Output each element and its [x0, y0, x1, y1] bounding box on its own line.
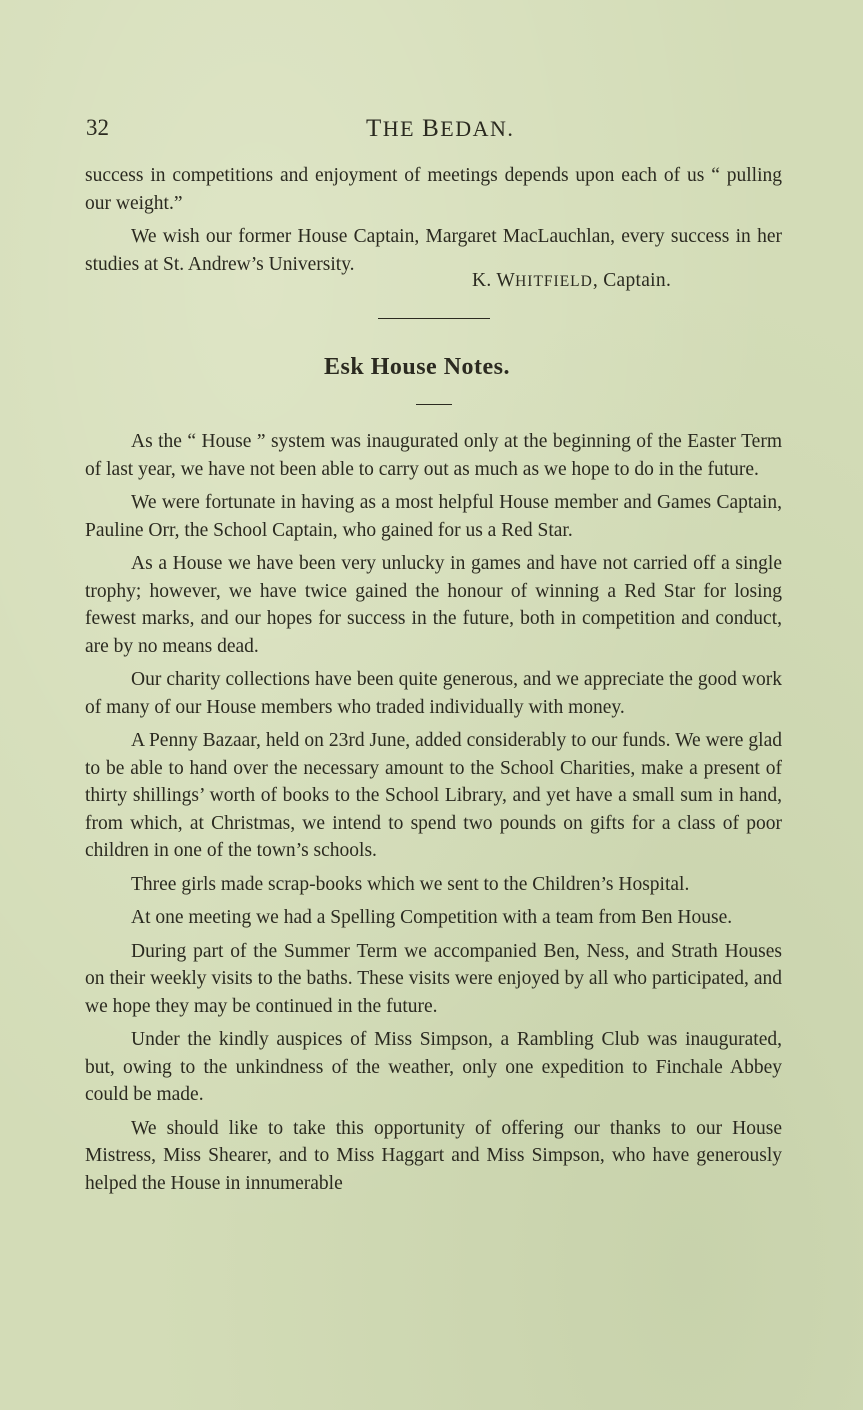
body-paragraph: Under the kindly auspices of Miss Simpson, a Rambling Club was inaugurated, but, owing to the unkindness of the weather, only one expedition to Finchale Abbey could be made.: [85, 1029, 782, 1105]
section-body: [85, 428, 782, 1197]
previous-paragraph: We wish our former House Captain, Margaret MacLauchlan, every success in her studies at St. Andrew’s University.: [85, 226, 782, 275]
signature-initial: K. W: [472, 270, 516, 291]
previous-paragraph: success in competitions and enjoyment of meetings depends upon each of us “ pulling our weight.”: [85, 165, 782, 214]
body-paragraph: During part of the Summer Term we accompanied Ben, Ness, and Strath Houses on their weekly visits to the baths. These visits were enjoyed by all who participated, and we hope they may be continued in the future.: [85, 940, 782, 1017]
title-underline-rule: [416, 404, 452, 405]
body-paragraph: We were fortunate in having as a most helpful House member and Games Captain, Pauline Orr, the School Captain, who gained for us a Red Star.: [85, 492, 782, 541]
signature-name: HITFIELD: [515, 273, 593, 290]
running-title-initial-b: B: [422, 115, 441, 142]
section-title: Esk House Notes.: [324, 354, 511, 380]
running-title-part-2: EDAN.: [440, 116, 515, 141]
body-paragraph: As a House we have been very unlucky in games and have not carried off a single trophy; however, we have twice gained the honour of winning a Red Star for losing fewest marks, and our hopes for success in the future, both in competition and conduct, are by no means dead.: [85, 553, 782, 657]
running-title-part-1: HE: [382, 116, 423, 141]
signature: [472, 270, 671, 292]
running-title-initial-t: T: [366, 115, 383, 142]
body-paragraph: Three girls made scrap-books which we sent to the Children’s Hospital.: [131, 873, 690, 895]
body-paragraph: We should like to take this opportunity of offering our thanks to our House Mistress, Miss Shearer, and to Miss Haggart and Miss Simpson, who have generously helped the House in innumerable: [85, 1117, 782, 1194]
signature-role: , Captain.: [592, 270, 672, 291]
previous-section-text: [85, 162, 782, 278]
running-title: [366, 115, 514, 143]
body-paragraph: As the “ House ” system was inaugurated only at the beginning of the Easter Term of last year, we have not been able to carry out as much as we hope to do in the future.: [85, 431, 782, 480]
page-header: [86, 115, 786, 145]
page-number: 32: [86, 115, 109, 140]
section-divider-rule: [378, 318, 490, 319]
body-paragraph: A Penny Bazaar, held on 23rd June, added considerably to our funds. We were glad to be able to hand over the necessary amount to the School Charities, make a present of thirty shillings’ worth of books to the School Library, and yet have a small sum in hand, from which, at Christmas, we intend to spend two pounds on gifts for a class of poor children in one of the town’s schools.: [85, 730, 782, 861]
body-paragraph: Our charity collections have been quite generous, and we appreciate the good work of many of our House members who traded individually with money.: [85, 669, 782, 718]
body-paragraph: At one meeting we had a Spelling Competition with a team from Ben House.: [131, 907, 733, 928]
